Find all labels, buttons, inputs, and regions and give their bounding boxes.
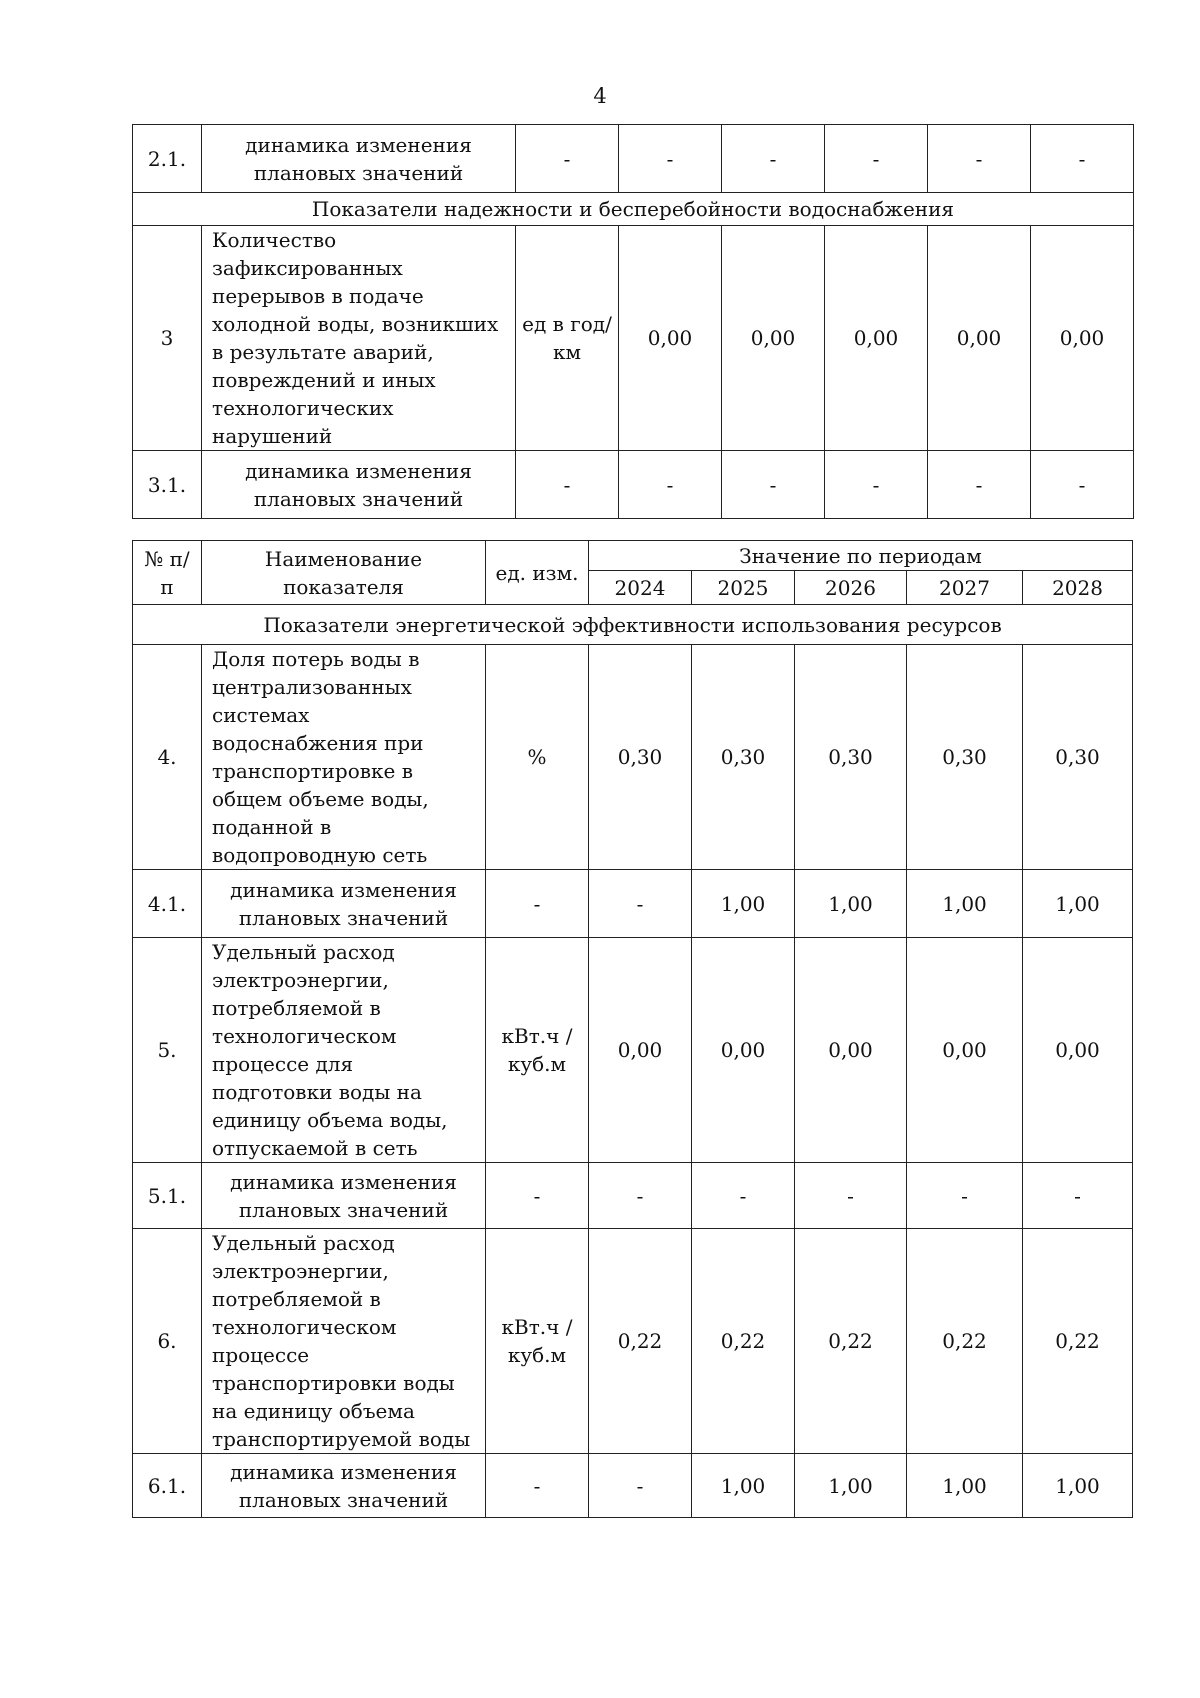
section-title: Показатели надежности и бесперебойности водоснабжения bbox=[133, 193, 1134, 226]
period-value: 1,00 bbox=[692, 870, 795, 938]
row-number: 6. bbox=[133, 1229, 202, 1454]
unit: кВт.ч / куб.м bbox=[486, 1229, 589, 1454]
header-year: 2027 bbox=[907, 571, 1023, 605]
indicator-name: динамика изменения плановых значений bbox=[202, 870, 486, 938]
period-value: 0,00 bbox=[589, 938, 692, 1163]
table-row bbox=[133, 1229, 1133, 1454]
period-value: - bbox=[619, 451, 722, 519]
period-value: 0,30 bbox=[1023, 645, 1133, 870]
table-row bbox=[133, 125, 1134, 193]
period-value: - bbox=[589, 870, 692, 938]
unit: кВт.ч / куб.м bbox=[486, 938, 589, 1163]
unit: - bbox=[516, 125, 619, 193]
header-periods: Значение по периодам bbox=[589, 541, 1133, 571]
period-value: - bbox=[928, 451, 1031, 519]
table-row bbox=[133, 226, 1134, 451]
period-value: 0,00 bbox=[1023, 938, 1133, 1163]
period-value: 1,00 bbox=[907, 1454, 1023, 1518]
row-number: 5. bbox=[133, 938, 202, 1163]
header-year: 2025 bbox=[692, 571, 795, 605]
period-value: 1,00 bbox=[795, 1454, 907, 1518]
header-num: № п/п bbox=[133, 541, 202, 605]
table-row bbox=[133, 451, 1134, 519]
header-unit: ед. изм. bbox=[486, 541, 589, 605]
unit: % bbox=[486, 645, 589, 870]
period-value: - bbox=[907, 1163, 1023, 1229]
row-number: 4. bbox=[133, 645, 202, 870]
indicators-table-energy-efficiency bbox=[132, 540, 1133, 1518]
period-value: 0,30 bbox=[589, 645, 692, 870]
unit: ед в год/ км bbox=[516, 226, 619, 451]
period-value: 0,22 bbox=[692, 1229, 795, 1454]
period-value: 0,00 bbox=[692, 938, 795, 1163]
period-value: 1,00 bbox=[795, 870, 907, 938]
unit: - bbox=[516, 451, 619, 519]
row-number: 3.1. bbox=[133, 451, 202, 519]
period-value: 0,22 bbox=[795, 1229, 907, 1454]
period-value: - bbox=[589, 1454, 692, 1518]
table-row bbox=[133, 938, 1133, 1163]
indicator-name: динамика изменения плановых значений bbox=[202, 451, 516, 519]
unit: - bbox=[486, 1454, 589, 1518]
table-row bbox=[133, 645, 1133, 870]
table-header bbox=[133, 541, 1133, 605]
period-value: - bbox=[1031, 125, 1134, 193]
unit: - bbox=[486, 870, 589, 938]
indicators-table-reliability bbox=[132, 124, 1134, 519]
indicator-name: динамика изменения плановых значений bbox=[202, 1163, 486, 1229]
period-value: - bbox=[619, 125, 722, 193]
indicator-name: Удельный расход электроэнергии, потребляемой в технологическом процессе транспортировки воды на единицу объема транспортируемой воды bbox=[202, 1229, 486, 1454]
period-value: 1,00 bbox=[1023, 870, 1133, 938]
period-value: - bbox=[795, 1163, 907, 1229]
period-value: 0,00 bbox=[619, 226, 722, 451]
period-value: 0,00 bbox=[722, 226, 825, 451]
period-value: - bbox=[589, 1163, 692, 1229]
period-value: - bbox=[928, 125, 1031, 193]
period-value: 0,00 bbox=[907, 938, 1023, 1163]
table-row bbox=[133, 1454, 1133, 1518]
period-value: 1,00 bbox=[907, 870, 1023, 938]
period-value: 1,00 bbox=[692, 1454, 795, 1518]
period-value: - bbox=[825, 451, 928, 519]
indicator-name: Доля потерь воды в централизованных системах водоснабжения при транспортировке в общем объеме воды, поданной в водопроводную сеть bbox=[202, 645, 486, 870]
indicator-name: динамика изменения плановых значений bbox=[202, 125, 516, 193]
table-row bbox=[133, 870, 1133, 938]
period-value: 0,00 bbox=[825, 226, 928, 451]
row-number: 2.1. bbox=[133, 125, 202, 193]
period-value: 0,30 bbox=[907, 645, 1023, 870]
row-number: 4.1. bbox=[133, 870, 202, 938]
header-year: 2024 bbox=[589, 571, 692, 605]
period-value: - bbox=[722, 451, 825, 519]
section-title: Показатели энергетической эффективности использования ресурсов bbox=[133, 605, 1133, 645]
indicator-name: Количество зафиксированных перерывов в подаче холодной воды, возникших в результате аварий, повреждений и иных технологических нарушений bbox=[202, 226, 516, 451]
period-value: 0,00 bbox=[1031, 226, 1134, 451]
row-number: 6.1. bbox=[133, 1454, 202, 1518]
period-value: 1,00 bbox=[1023, 1454, 1133, 1518]
period-value: - bbox=[1031, 451, 1134, 519]
indicator-name: Удельный расход электроэнергии, потребляемой в технологическом процессе для подготовки воды на единицу объема воды, отпускаемой в сеть bbox=[202, 938, 486, 1163]
header-name: Наименование показателя bbox=[202, 541, 486, 605]
page-number: 4 bbox=[593, 84, 607, 108]
period-value: 0,30 bbox=[692, 645, 795, 870]
period-value: - bbox=[825, 125, 928, 193]
header-year: 2026 bbox=[795, 571, 907, 605]
period-value: 0,22 bbox=[907, 1229, 1023, 1454]
period-value: - bbox=[1023, 1163, 1133, 1229]
section-row bbox=[133, 193, 1134, 226]
period-value: - bbox=[722, 125, 825, 193]
table-body bbox=[133, 125, 1134, 519]
row-number: 3 bbox=[133, 226, 202, 451]
period-value: - bbox=[692, 1163, 795, 1229]
table-body bbox=[133, 605, 1133, 1518]
period-value: 0,00 bbox=[795, 938, 907, 1163]
row-number: 5.1. bbox=[133, 1163, 202, 1229]
period-value: 0,00 bbox=[928, 226, 1031, 451]
period-value: 0,22 bbox=[589, 1229, 692, 1454]
header-year: 2028 bbox=[1023, 571, 1133, 605]
period-value: 0,22 bbox=[1023, 1229, 1133, 1454]
unit: - bbox=[486, 1163, 589, 1229]
period-value: 0,30 bbox=[795, 645, 907, 870]
indicator-name: динамика изменения плановых значений bbox=[202, 1454, 486, 1518]
section-row bbox=[133, 605, 1133, 645]
table-row bbox=[133, 1163, 1133, 1229]
